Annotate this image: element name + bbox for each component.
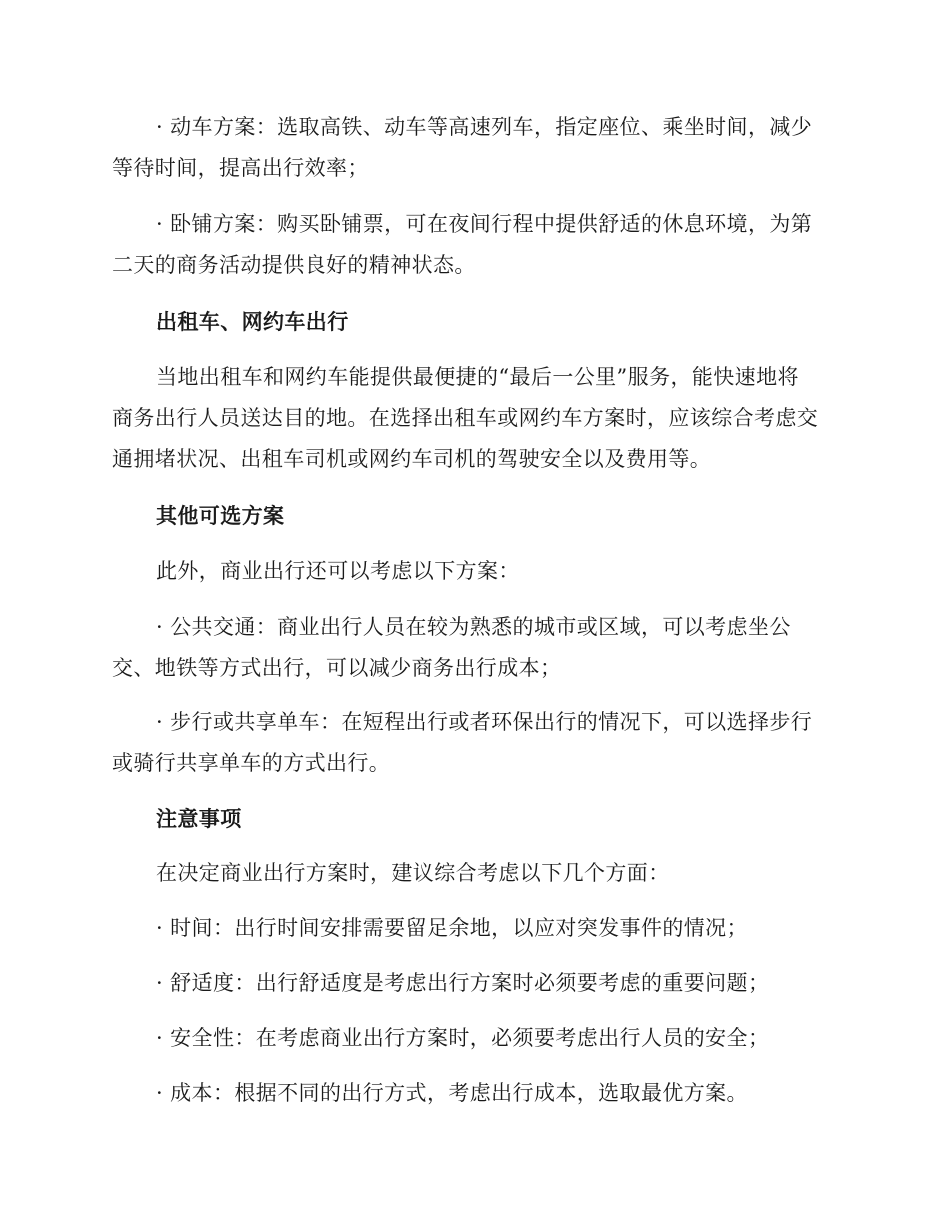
paragraph-taxi <box>112 357 837 480</box>
text-line: 通拥堵状况、出租车司机或网约车司机的驾驶安全以及费用等。 <box>112 447 712 471</box>
bullet-public-transit <box>112 607 837 689</box>
text-line: 交、地铁等方式出行，可以减少商务出行成本； <box>112 656 562 680</box>
bullet-walk-bike <box>112 702 837 784</box>
text-line: · 步行或共享单车：在短程出行或者环保出行的情况下，可以选择步行 <box>156 710 813 734</box>
text-line: · 公共交通：商业出行人员在较为熟悉的城市或区域，可以考虑坐公 <box>156 615 791 639</box>
section-heading-taxi: 出租车、网约车出行 <box>156 309 349 334</box>
paragraph-intro-other: 此外，商业出行还可以考虑以下方案： <box>156 559 520 583</box>
bullet-high-speed-rail <box>112 107 837 189</box>
text-line: · 动车方案：选取高铁、动车等高速列车，指定座位、乘坐时间，减少 <box>156 115 813 139</box>
bullet-cost: · 成本：根据不同的出行方式，考虑出行成本，选取最优方案。 <box>156 1081 748 1105</box>
bullet-sleeper <box>112 204 837 286</box>
text-line: 商务出行人员送达目的地。在选择出租车或网约车方案时，应该综合考虑交 <box>112 406 819 430</box>
paragraph-intro-notes: 在决定商业出行方案时，建议综合考虑以下几个方面： <box>156 861 670 885</box>
bullet-safety: · 安全性：在考虑商业出行方案时，必须要考虑出行人员的安全； <box>156 1026 770 1050</box>
bullet-comfort: · 舒适度：出行舒适度是考虑出行方案时必须要考虑的重要问题； <box>156 971 770 995</box>
text-line: 当地出租车和网约车能提供最便捷的“最后一公里”服务，能快速地将 <box>156 365 799 389</box>
section-heading-other-options: 其他可选方案 <box>156 503 285 528</box>
bullet-time: · 时间：出行时间安排需要留足余地，以应对突发事件的情况； <box>156 916 748 940</box>
section-heading-notes: 注意事项 <box>156 806 242 831</box>
text-line: 二天的商务活动提供良好的精神状态。 <box>112 253 476 277</box>
text-line: · 卧铺方案：购买卧铺票，可在夜间行程中提供舒适的休息环境，为第 <box>156 212 813 236</box>
text-line: 或骑行共享单车的方式出行。 <box>112 751 391 775</box>
text-line: 等待时间，提高出行效率； <box>112 156 369 180</box>
